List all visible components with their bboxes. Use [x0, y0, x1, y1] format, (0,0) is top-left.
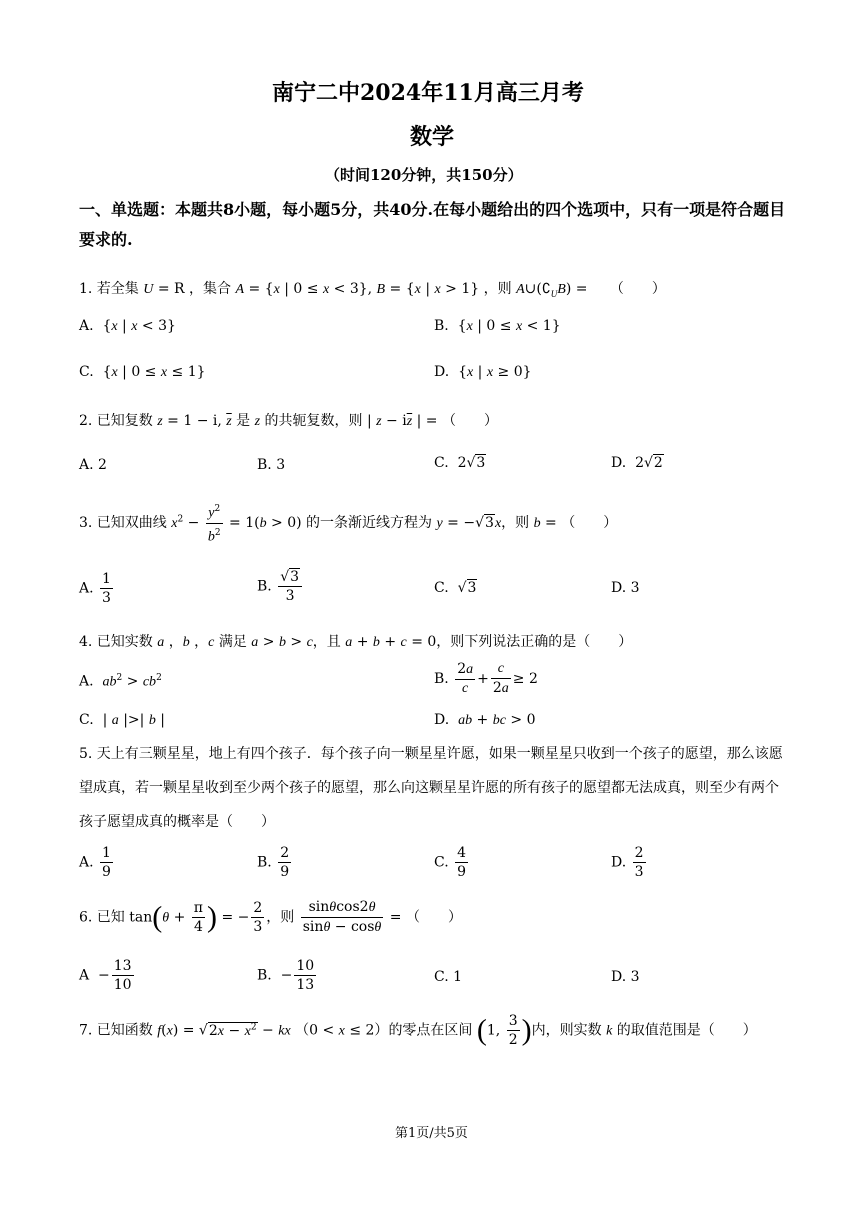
q2-option-b[interactable]: B. 3 — [257, 457, 286, 473]
q4-option-c[interactable]: C. | a |>| b | — [79, 712, 165, 728]
question-7: 7. 已知函数 $f(x) = √2x - x^2$ − kx （0 < x ≤ 2）的零点在区间 (1, $\frac{3}{2}$ )内，则实数 k 的取值范围是（ ） — [79, 1013, 757, 1048]
q2-option-a[interactable]: A. 2 — [79, 457, 107, 473]
q6-option-b[interactable]: B. − $\frac{10}{13}$ — [257, 958, 315, 993]
q1-option-b[interactable]: B. {x | 0 ≤ x < 1} — [434, 318, 561, 334]
q5-option-b[interactable]: B. $\frac{2}{9}$ — [257, 845, 290, 880]
subject-title: 数学 — [410, 124, 455, 150]
q5-option-d[interactable]: D. $\frac{2}{3}$ — [611, 845, 644, 880]
q2-option-d[interactable]: D. 2√2 — [611, 455, 663, 471]
q3-option-d[interactable]: D. 3 — [611, 580, 640, 596]
q4-option-b[interactable]: B. $\frac{2a}{c}$ + $\frac{c}{2a}$ ≥ 2 — [434, 661, 538, 696]
question-2: 2. 已知复数 z = 1 − i, $\overline{z}$ 是 z 的共轭复数，则 | $z - i\overline{z}$ | = （ ） — [79, 413, 498, 429]
q1-mid2: ，则 — [483, 281, 512, 297]
q6-option-d[interactable]: D. 3 — [611, 969, 640, 985]
q6-option-c[interactable]: C. 1 — [434, 969, 463, 985]
time-note: （时间120分钟，共150分） — [325, 166, 523, 184]
page-footer: 第1页/共5页 — [395, 1126, 468, 1141]
q4-option-a[interactable]: A. $ab^2 > cb^2$ — [79, 673, 162, 690]
question-6: 6. 已知 tan(θ + $\frac{\pi}{4}$ ) = − $\frac{2}{3}$ ，则 $\frac{\sin\theta\cos 2\theta}{\sin\theta - \cos\theta}$ = （ ） — [79, 899, 462, 935]
q4-option-d[interactable]: D. ab + bc > 0 — [434, 712, 536, 728]
question-5: 5. 天上有三颗星星，地上有四个孩子．每个孩子向一颗星星许愿，如果一颗星星只收到一个孩子的愿望，那么该愿望成真，若一颗星星收到至少两个孩子的愿望，那么向这颗星星许愿的所有孩子的愿望都无法成真，则至少有两个孩子愿望成真的概率是（ ） — [79, 746, 783, 830]
q1-option-d[interactable]: D. {x | x ≥ 0} — [434, 364, 532, 380]
q2-option-c[interactable]: C. 2√3 — [434, 455, 486, 471]
question-3: 3. 已知双曲线 $x^2$ − $\frac{y^2}{b^2}$ = 1(b > 0) 的一条渐近线方程为 y = −√3x，则 b = （ ） — [79, 500, 617, 546]
q6-option-a[interactable]: A − $\frac{13}{10}$ — [79, 958, 132, 993]
q5-option-a[interactable]: A. $\frac{1}{9}$ — [79, 845, 111, 880]
q1-option-a[interactable]: A. {x | x < 3} — [79, 318, 176, 334]
q3-option-c[interactable]: C. √3 — [434, 580, 477, 596]
q1-paren: （ ） — [609, 281, 666, 297]
q1-mid1: ，集合 — [189, 281, 232, 297]
question-4: 4. 已知实数 a ，b ，c 满足 a > b > c，且 a + b + c = 0，则下列说法正确的是（ ） — [79, 634, 633, 650]
q3-option-a[interactable]: A. $\frac{1}{3}$ — [79, 571, 111, 606]
exam-title: 南宁二中2024年11月高三月考 — [272, 80, 584, 106]
q3-option-b[interactable]: B. $\frac{√3}{3}$ — [257, 568, 304, 605]
q1-prefix: 1. 若全集 — [79, 281, 139, 297]
q1-sets: A — [235, 282, 245, 297]
q1-universal-set: U — [143, 282, 154, 297]
q5-option-c[interactable]: C. $\frac{4}{9}$ — [434, 845, 467, 880]
section-heading: 一、单选题：本题共8小题，每小题5分，共40分.在每小题给出的四个选项中，只有一项是符合题目要求的. — [79, 200, 786, 249]
question-1: 1. 若全集 U = R ，集合 A = {x | 0 ≤ x < 3}, B = {x | x > 1} ，则 $A\cup(∁_UB)$ = （ ） — [79, 281, 666, 299]
q1-option-c[interactable]: C. {x | 0 ≤ x ≤ 1} — [79, 364, 206, 380]
